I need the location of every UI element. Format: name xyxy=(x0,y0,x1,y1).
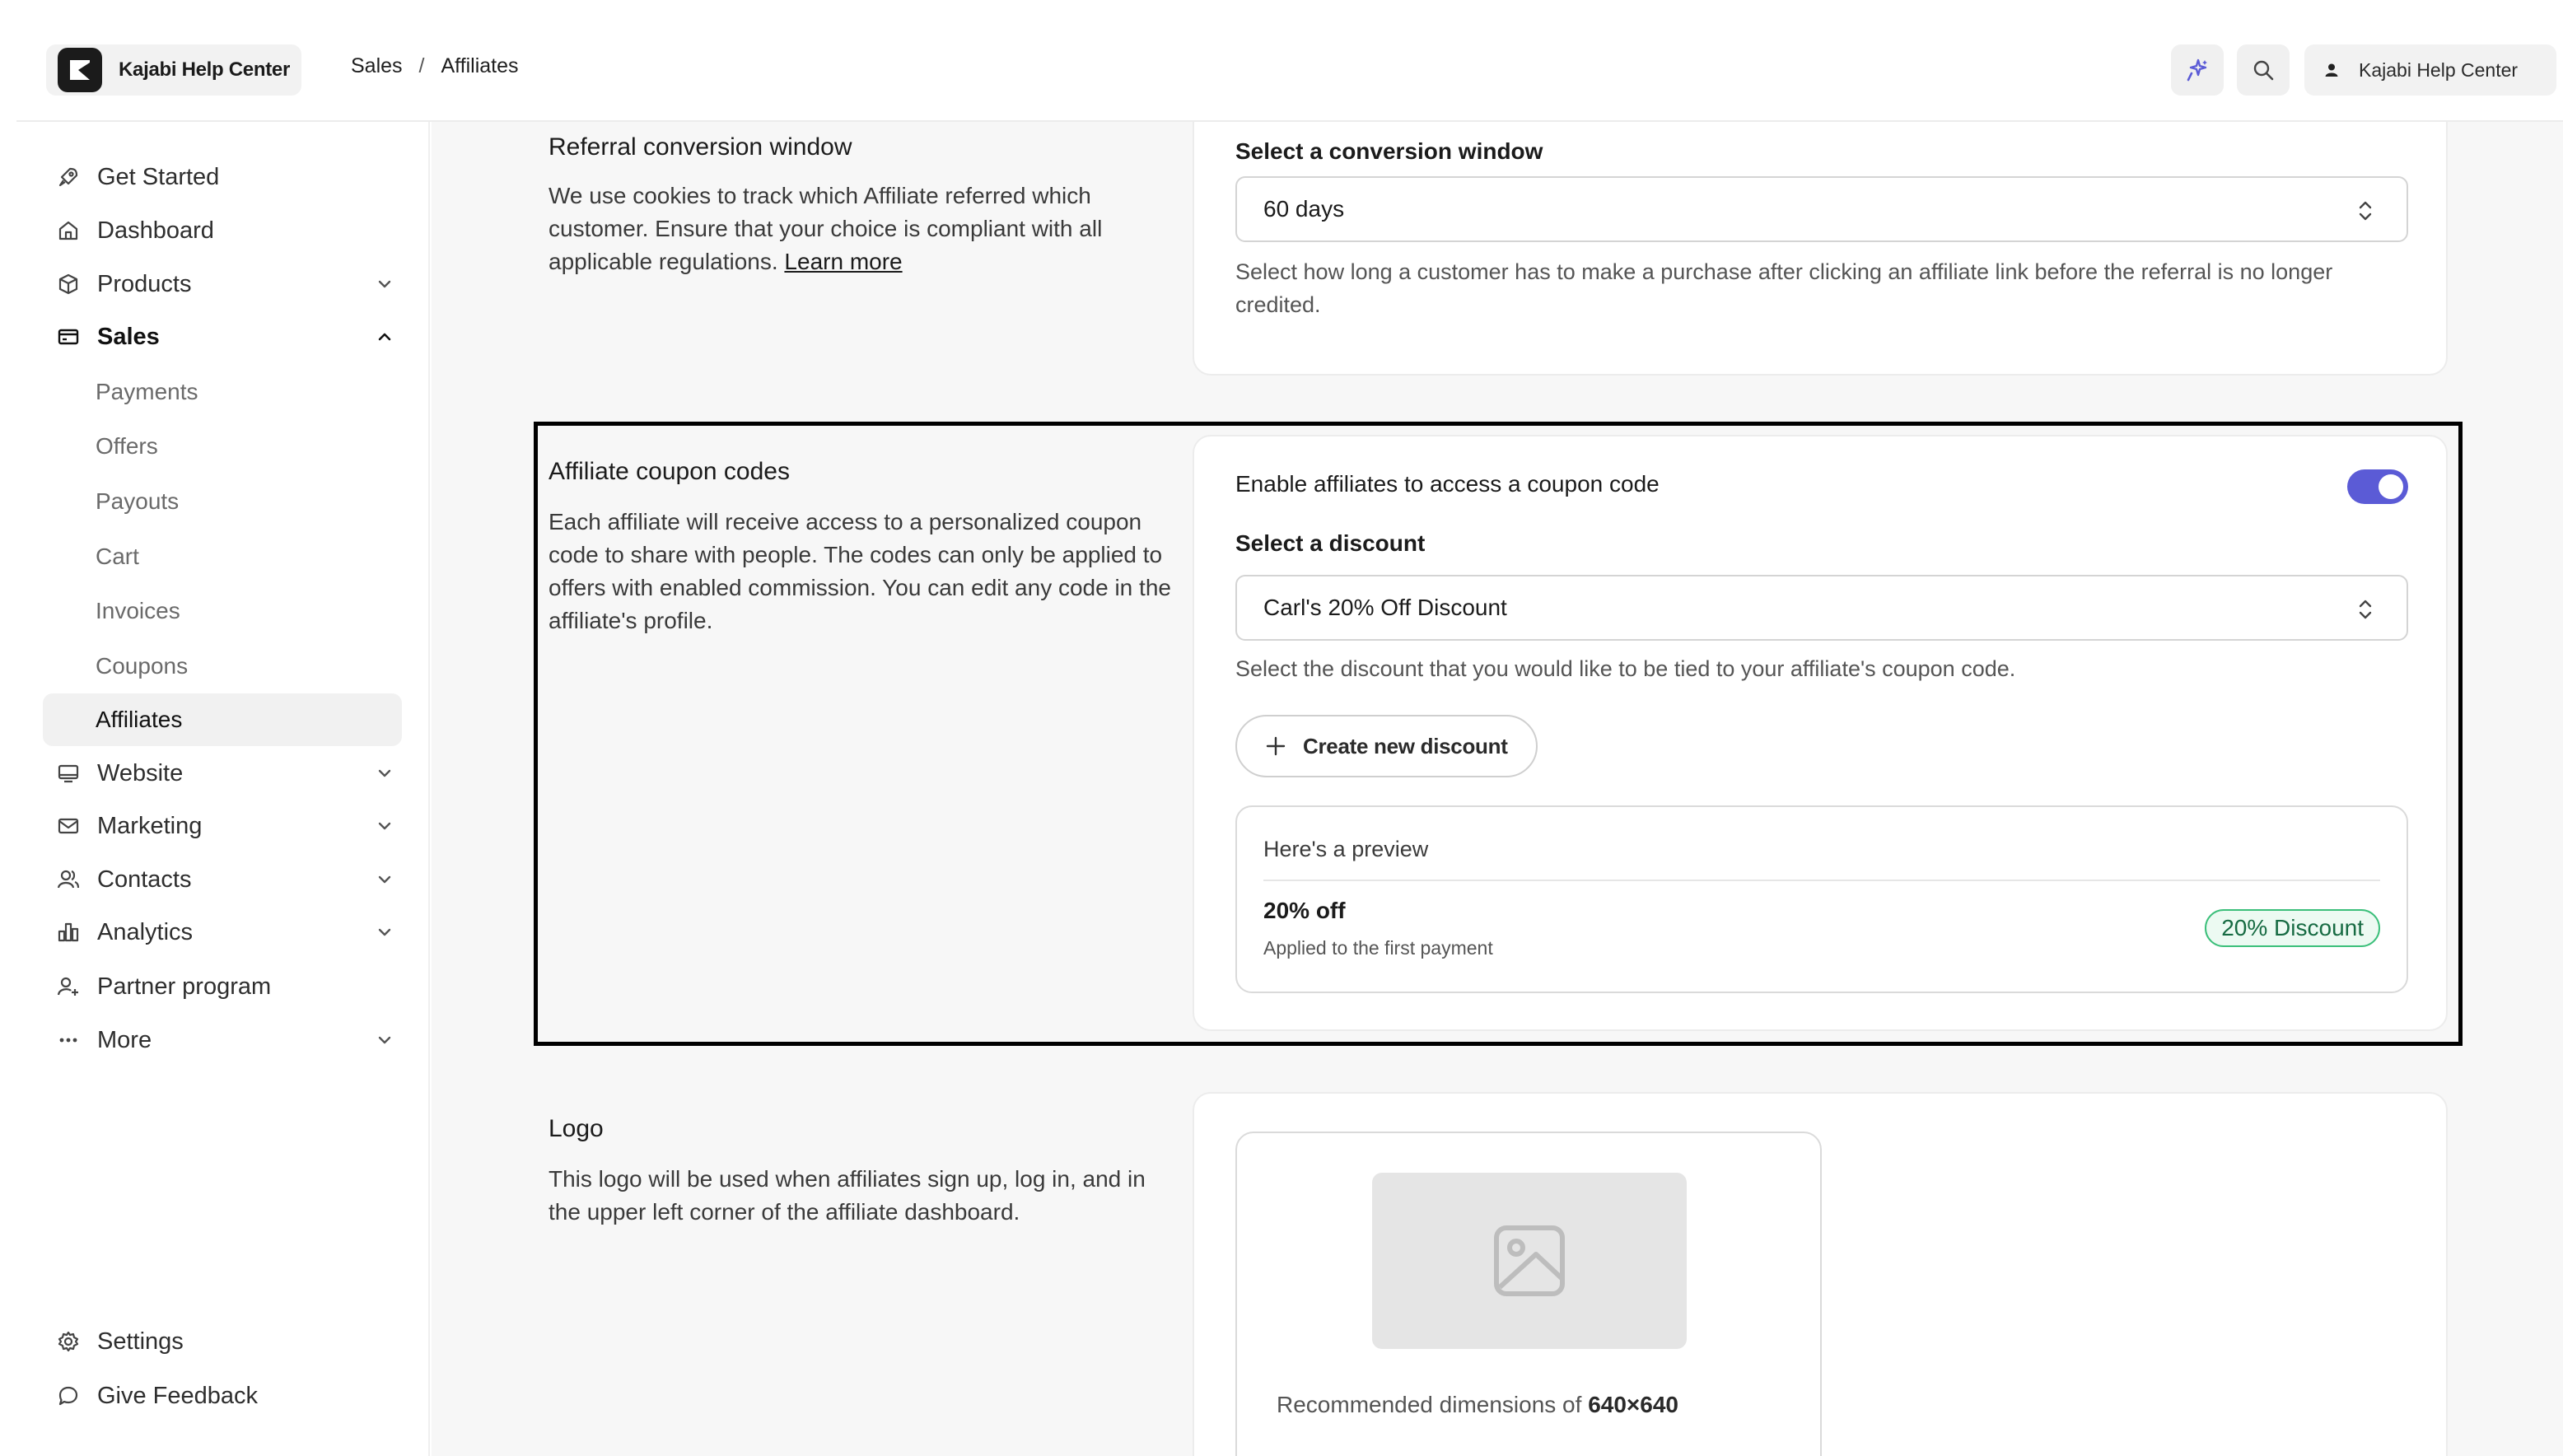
coupon-section-description: Each affiliate will receive access to a personalized coupon code to share with people. The codes can only be applied to offers with enabled commission. You can edit any code in the affiliate's profile. xyxy=(549,509,1171,633)
preview-title: 20% off xyxy=(1263,898,1346,923)
sidebar-subitem-label: Payments xyxy=(96,379,198,404)
chevron-up-icon xyxy=(374,326,395,348)
chevron-down-icon xyxy=(374,273,395,295)
top-header xyxy=(16,0,2563,122)
sidebar-item-give-feedback[interactable] xyxy=(43,1370,402,1421)
sidebar xyxy=(16,122,430,1456)
coupon-settings-card xyxy=(1193,435,2448,1031)
image-icon xyxy=(1490,1221,1569,1300)
sidebar-item-products[interactable] xyxy=(43,259,402,310)
home-icon xyxy=(56,218,81,243)
preview-heading: Here's a preview xyxy=(1263,837,1429,861)
search-icon xyxy=(2251,58,2276,82)
sidebar-item-partner-program[interactable] xyxy=(43,961,402,1012)
discount-badge: 20% Discount xyxy=(2205,909,2380,947)
search-button[interactable] xyxy=(2237,44,2290,96)
sidebar-item-website[interactable] xyxy=(43,748,402,799)
sidebar-item-label: Sales xyxy=(97,323,160,350)
preview-subtitle: Applied to the first payment xyxy=(1263,937,1493,959)
sidebar-item-settings[interactable] xyxy=(43,1316,402,1367)
sidebar-item-analytics[interactable] xyxy=(43,907,402,958)
sidebar-subitem-payouts[interactable] xyxy=(43,475,402,528)
sidebar-subitem-label: Payouts xyxy=(96,488,180,514)
sidebar-subitem-label: Invoices xyxy=(96,598,180,623)
main-content xyxy=(432,122,2563,1456)
chevron-down-icon xyxy=(374,763,395,784)
discount-select[interactable] xyxy=(1235,575,2408,641)
users-icon xyxy=(56,867,81,892)
referral-section-description xyxy=(549,180,1158,278)
brand-name: Kajabi Help Center xyxy=(119,58,290,81)
ellipsis-icon xyxy=(56,1028,81,1052)
sidebar-item-label: Give Feedback xyxy=(97,1382,259,1409)
create-new-discount-label: Create new discount xyxy=(1303,733,1508,758)
chat-icon xyxy=(56,1384,81,1408)
sidebar-item-get-started[interactable] xyxy=(43,152,402,203)
bar-chart-icon xyxy=(56,920,81,945)
chevron-down-icon xyxy=(374,1029,395,1051)
breadcrumb-sales[interactable]: Sales xyxy=(351,54,403,77)
referral-section-title: Referral conversion window xyxy=(549,133,852,161)
discount-select-label: Select a discount xyxy=(1235,530,1426,556)
sidebar-item-label: Partner program xyxy=(97,973,272,1000)
logo-settings-card xyxy=(1193,1092,2448,1456)
kajabi-logo-icon xyxy=(58,48,102,92)
chevron-up-down-icon xyxy=(2354,596,2377,623)
brand-button[interactable] xyxy=(46,44,301,96)
gear-icon xyxy=(56,1329,81,1354)
sidebar-subitem-invoices[interactable] xyxy=(43,585,402,637)
sidebar-item-label: Settings xyxy=(97,1328,184,1355)
discount-select-value: Carl's 20% Off Discount xyxy=(1263,595,1507,620)
logo-upload-area[interactable] xyxy=(1235,1132,1822,1456)
coupon-preview xyxy=(1235,805,2408,993)
rocket-icon xyxy=(56,165,81,189)
box-icon xyxy=(56,272,81,296)
sidebar-item-sales[interactable] xyxy=(43,311,402,362)
breadcrumb-separator: / xyxy=(418,54,425,77)
logo-section-description: This logo will be used when affiliates sign up, log in, and in the upper left corner of the affiliate dashboard. xyxy=(549,1166,1146,1225)
sidebar-item-more[interactable] xyxy=(43,1015,402,1066)
sidebar-subitem-coupons[interactable] xyxy=(43,640,402,693)
create-new-discount-button[interactable] xyxy=(1235,715,1538,777)
plus-icon xyxy=(1265,735,1286,757)
conversion-window-help: Select how long a customer has to make a purchase after clicking an affiliate link before the referral is no longer credited. xyxy=(1235,259,2333,317)
coupon-toggle-label: Enable affiliates to access a coupon code xyxy=(1235,471,1660,497)
sparkle-icon xyxy=(2185,58,2210,82)
sidebar-item-contacts[interactable] xyxy=(43,854,402,905)
sidebar-subitem-affiliates[interactable] xyxy=(43,693,402,746)
chevron-down-icon xyxy=(374,815,395,837)
sidebar-item-label: More xyxy=(97,1026,152,1053)
sidebar-item-label: Products xyxy=(97,270,192,297)
sidebar-item-marketing[interactable] xyxy=(43,800,402,852)
conversion-window-label: Select a conversion window xyxy=(1235,138,1543,164)
logo-recommended-dimensions xyxy=(1277,1392,1678,1418)
sidebar-subitem-label: Cart xyxy=(96,544,139,569)
sidebar-subitem-label: Coupons xyxy=(96,653,189,679)
sidebar-item-label: Dashboard xyxy=(97,217,214,244)
user-icon xyxy=(2323,61,2341,79)
partner-icon xyxy=(56,974,81,999)
sidebar-subitem-label: Affiliates xyxy=(96,707,183,732)
discount-help: Select the discount that you would like to be tied to your affiliate's coupon code. xyxy=(1235,656,2016,681)
mail-icon xyxy=(56,814,81,838)
account-name: Kajabi Help Center xyxy=(2359,58,2519,81)
chevron-down-icon xyxy=(374,869,395,890)
account-menu-button[interactable] xyxy=(2304,44,2556,96)
recommended-prefix: Recommended dimensions of xyxy=(1277,1392,1582,1417)
learn-more-link[interactable]: Learn more xyxy=(784,249,903,274)
recommended-value: 640×640 xyxy=(1588,1392,1678,1417)
sidebar-item-label: Analytics xyxy=(97,918,194,945)
chevron-down-icon xyxy=(374,922,395,943)
coupon-code-toggle[interactable] xyxy=(2347,469,2408,504)
sidebar-subitem-label: Offers xyxy=(96,433,158,459)
breadcrumb xyxy=(351,54,519,78)
sidebar-subitem-offers[interactable] xyxy=(43,420,402,473)
logo-section-title: Logo xyxy=(549,1115,604,1142)
breadcrumb-affiliates: Affiliates xyxy=(441,54,519,77)
monitor-icon xyxy=(56,761,81,786)
referral-settings-card xyxy=(1193,122,2448,376)
chevron-up-down-icon xyxy=(2354,198,2377,224)
sidebar-item-label: Contacts xyxy=(97,866,192,893)
sidebar-subitem-payments[interactable] xyxy=(43,366,402,418)
credit-card-icon xyxy=(56,324,81,349)
ai-assistant-button[interactable] xyxy=(2171,44,2224,96)
referral-description-text: We use cookies to track which Affiliate referred which customer. Ensure that your choice is compliant with all applicable regulations. xyxy=(549,183,1103,274)
conversion-window-value: 60 days xyxy=(1263,196,1345,222)
toggle-knob xyxy=(2379,474,2403,499)
sidebar-subitem-cart[interactable] xyxy=(43,530,402,583)
sidebar-item-label: Website xyxy=(97,759,184,786)
coupon-section-title: Affiliate coupon codes xyxy=(549,458,790,485)
sidebar-item-label: Marketing xyxy=(97,812,203,839)
conversion-window-select[interactable] xyxy=(1235,176,2408,242)
preview-divider xyxy=(1263,880,2380,881)
sidebar-item-label: Get Started xyxy=(97,163,220,190)
sidebar-item-dashboard[interactable] xyxy=(43,205,402,256)
logo-placeholder xyxy=(1372,1173,1687,1349)
